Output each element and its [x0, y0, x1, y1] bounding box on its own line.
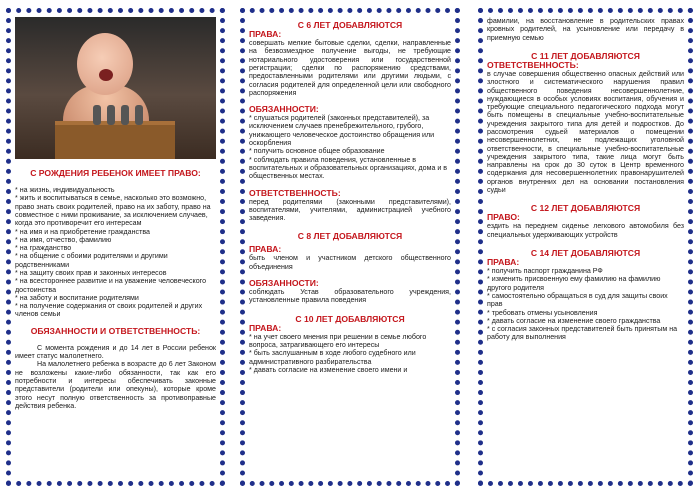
- duties-text-1: С момента рождения и до 14 лет в России ребенок имеет статус малолетнего.: [15, 343, 216, 361]
- list-item: * давать согласие на изменение своего гражданства: [487, 316, 661, 325]
- list-item: * быть заслушанным в ходе любого судебного или административного разбирательства: [249, 349, 416, 366]
- age-6-responsibility-label: ОТВЕТСТВЕННОСТЬ:: [249, 187, 341, 198]
- age-6-title: С 6 ЛЕТ ДОБАВЛЯЮТСЯ: [297, 20, 403, 30]
- rights-from-birth-list: [15, 186, 216, 319]
- panel-middle: [240, 8, 460, 486]
- age-6-rights-text: совершать мелкие бытовые сделки, сделки, направленные на безвозмездное получение выгоды, не требующие нотариального удостоверения или государственной регистрации; сделки по распоряжению средствами, предоставленными родителями или другими людьми, с согласия родителей для определенной цели или свободного распоряжения: [249, 39, 451, 97]
- age-11-title: С 11 ЛЕТ ДОБАВЛЯЮТСЯ: [531, 50, 640, 61]
- baby-mouth: [99, 69, 113, 81]
- age-12-title: С 12 ЛЕТ ДОБАВЛЯЮТСЯ: [530, 203, 641, 214]
- rights-from-birth-title: С РОЖДЕНИЯ РЕБЕНОК ИМЕЕТ ПРАВО:: [30, 168, 201, 178]
- list-item: * на заботу и воспитание родителями: [15, 293, 139, 302]
- continued-text: фамилии, на восстановление в родительских правах кровных родителей, на усыновление или передачу в приемную семью: [487, 17, 684, 42]
- list-item: * на гражданство: [15, 244, 72, 253]
- age-6-duties-label: ОБЯЗАННОСТИ:: [249, 104, 319, 115]
- list-item: * получить паспорт гражданина РФ: [487, 267, 603, 276]
- age-8-rights-text: быть членом и участником детского общественного объединения: [249, 254, 451, 271]
- list-item: * давать согласие на изменение своего имени и: [249, 365, 408, 374]
- list-item: * на получение содержания от своих родителей и других членов семьи: [15, 302, 203, 319]
- microphone-icon: [121, 105, 129, 125]
- list-item: * самостоятельно обращаться в суд для защиты своих прав: [487, 291, 668, 309]
- microphone-icon: [93, 105, 101, 125]
- duties-title: ОБЯЗАННОСТИ И ОТВЕТСТВЕННОСТЬ:: [30, 325, 201, 336]
- microphone-icon: [107, 105, 115, 125]
- age-14-rights-label: ПРАВА:: [487, 257, 520, 268]
- age-10-rights-label: ПРАВА:: [249, 322, 282, 333]
- age-10-rights-list: [249, 333, 451, 374]
- list-item: * на учет своего мнения при решении в семье любого вопроса, затрагивающего его интересы: [249, 332, 427, 349]
- age-8-rights-label: ПРАВА:: [249, 244, 282, 255]
- list-item: * слушаться родителей (законных представителей), за исключением случаев пренебрежительного, грубого, унижающего человеческое достоинство обращения или оскорбления: [249, 114, 435, 148]
- age-12-rights-label: ПРАВО:: [487, 212, 520, 223]
- list-item: * с согласия законных представителей быть принятым на работу для выполнения: [487, 325, 678, 342]
- list-item: * на всестороннее развитие и на уважение человеческого достоинства: [15, 277, 207, 294]
- age-12-rights-text: ездить на переднем сиденье легкового автомобиля без специальных удерживающих устройств: [487, 222, 684, 239]
- age-11-responsibility-label: ОТВЕТСТВЕННОСТЬ:: [487, 59, 579, 70]
- age-8-title: С 8 ЛЕТ ДОБАВЛЯЮТСЯ: [297, 231, 403, 242]
- age-6-responsibility-text: перед родителями (законными представителями), воспитателями, учителями, администрацией учебного заведения.: [249, 197, 451, 223]
- age-14-rights-list: [487, 267, 684, 342]
- age-14-title: С 14 ЛЕТ ДОБАВЛЯЮТСЯ: [530, 248, 641, 258]
- list-item: * на защиту своих прав и законных интересов: [15, 268, 167, 277]
- list-item: * на жизнь, индивидуальность: [15, 186, 115, 195]
- list-item: * жить и воспитываться в семье, насколько это возможно, право знать своих родителей, право на их заботу, право на совместное с ними проживание, за исключением случаев, когда это противоречит его интересам: [15, 194, 211, 228]
- panel-right: [478, 8, 693, 486]
- age-6-rights-label: ПРАВА:: [249, 29, 282, 40]
- microphone-icon: [135, 105, 143, 125]
- list-item: * соблюдать правила поведения, установленные в воспитательных и образовательных организациях, дома и в общественных местах.: [249, 155, 448, 181]
- list-item: * изменить присвоенную ему фамилию на фамилию другого родителя: [487, 275, 661, 292]
- duties-text-2: На малолетнего ребенка в возрасте до 6 лет Законом не возложены какие-либо обязанности, так как его потребности и интересы обеспечивать законные представители (родители или опекуны), которые кроме этого несут полную ответственность за противоправные действия ребенка.: [15, 360, 216, 410]
- age-11-responsibility-text: в случае совершения общественно опасных действий или злостного и систематического нарушения правил общественного поведения несовершеннолетние, нуждающиеся в особых условиях воспитания, обучения и требующие специального педагогического подхода могут быть помещены в специальные учебно-воспитательные учреждения закрытого типа для детей и подростков. До рассмотрения судьей материалов о помещении несовершеннолетних, не подлежащих уголовной ответственности, в специальные учебно-воспитательные учреждения закрытого типа, такие лица могут быть направлены на срок до 30 суток в Центр временного содержания для несовершеннолетних правонарушителей органов внутренних дел на основании постановления судьи: [487, 69, 684, 195]
- list-item: * требовать отмены усыновления: [487, 308, 598, 317]
- age-8-duties-text: соблюдать Устав образовательного учреждения, установленные правила поведения: [249, 288, 451, 305]
- list-item: * на имя, отчество, фамилию: [15, 235, 112, 244]
- baby-photo: [15, 17, 216, 159]
- age-6-duties-list: [249, 114, 451, 180]
- age-10-title: С 10 ЛЕТ ДОБАВЛЯЮТСЯ: [295, 313, 405, 324]
- list-item: * получить основное общее образование: [249, 147, 385, 156]
- list-item: * на общение с обоими родителями и другими родственниками: [15, 252, 168, 269]
- podium: [55, 121, 175, 159]
- baby-head: [77, 33, 133, 95]
- list-item: * на имя и на приобретение гражданства: [15, 227, 150, 236]
- panel-left: [6, 8, 225, 486]
- age-8-duties-label: ОБЯЗАННОСТИ:: [249, 278, 319, 289]
